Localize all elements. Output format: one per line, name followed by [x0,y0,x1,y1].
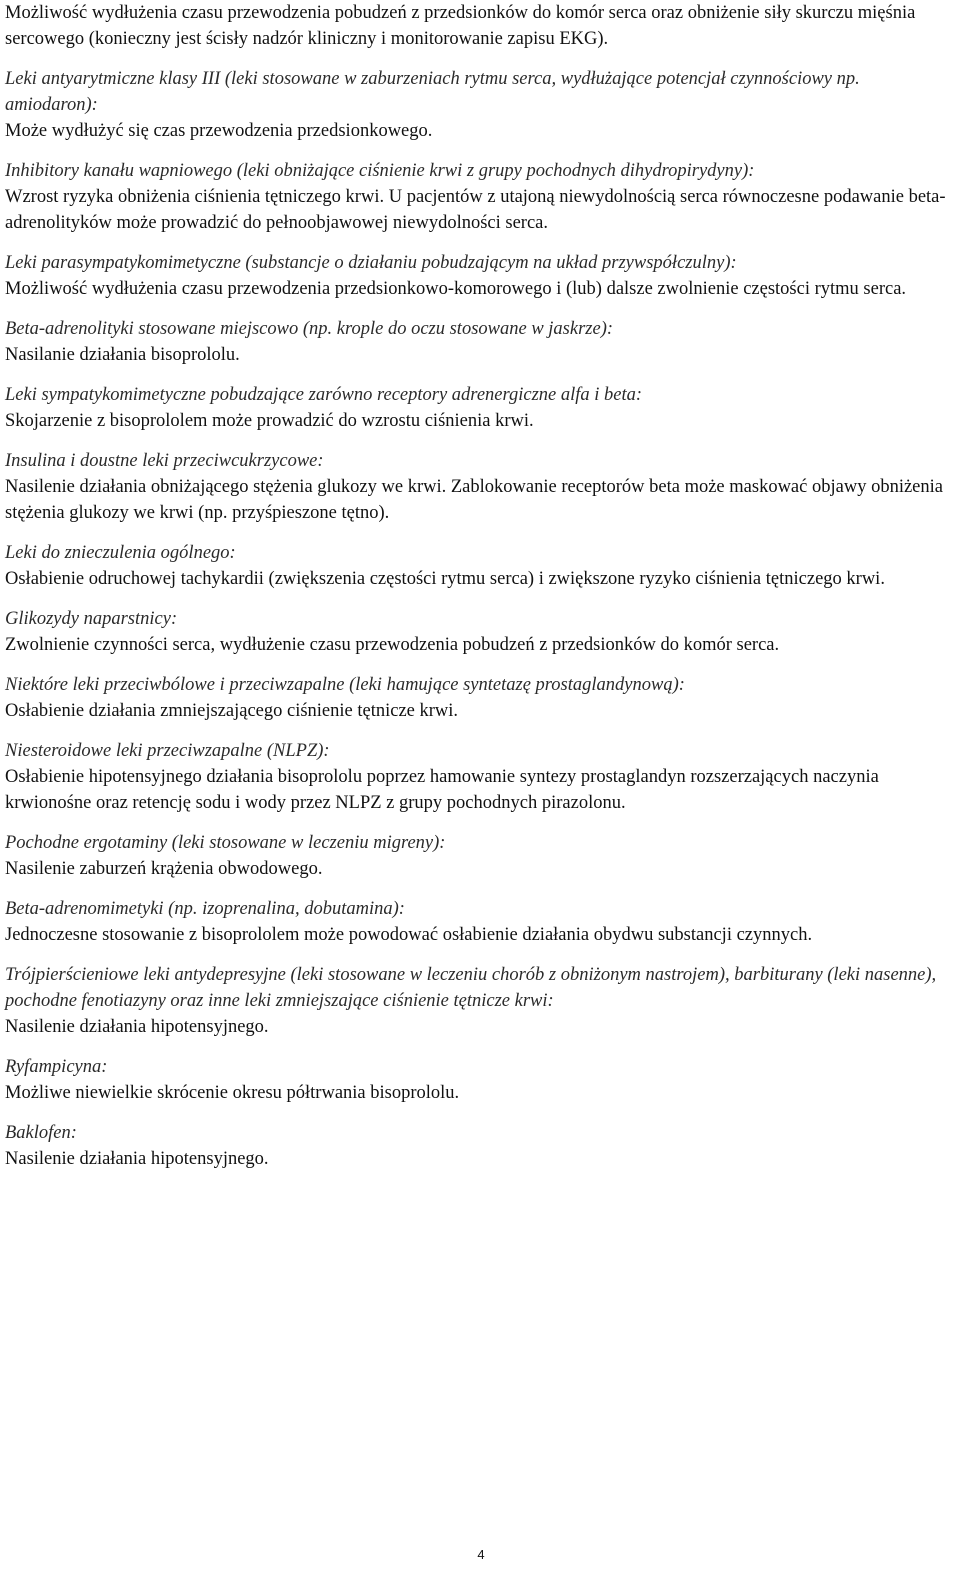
section-beta-adrenomimetics [5,896,955,948]
section-rifampicin [5,1054,955,1106]
section-body: Osłabienie hipotensyjnego działania bisoprololu poprzez hamowanie syntezy prostaglandyn rozszerzających naczynia krwionośne oraz retencję sodu i wody przez NLPZ z grupy pochodnych pirazolonu. [5,767,879,813]
section-sympathomimetics [5,382,955,434]
section-body: Nasilenie działania hipotensyjnego. [5,1017,269,1037]
intro-block [5,0,955,52]
section-heading: Ryfampicyna: [5,1057,108,1077]
section-digitalis-glycosides [5,606,955,658]
section-heading: Trójpierścieniowe leki antydepresyjne (leki stosowane w leczeniu chorób z obniżonym nastrojem), barbiturany (leki nasenne), pochodne fenotiazyny oraz inne leki zmniejszające ciśnienie tętnicze krwi: [5,965,937,1011]
section-heading: Glikozydy naparstnicy: [5,609,178,629]
section-baclofen [5,1120,955,1172]
section-heading: Leki parasympatykomimetyczne (substancje o działaniu pobudzającym na układ przywspółczulny): [5,253,737,273]
section-class-iii-antiarrhythmics [5,66,955,144]
section-body: Nasilenie zaburzeń krążenia obwodowego. [5,859,323,879]
section-ergotamine-derivatives [5,830,955,882]
section-heading: Niektóre leki przeciwbólowe i przeciwzapalne (leki hamujące syntetazę prostaglandynową): [5,675,685,695]
section-heading: Pochodne ergotaminy (leki stosowane w leczeniu migreny): [5,833,446,853]
section-heading: Leki do znieczulenia ogólnego: [5,543,236,563]
section-heading: Baklofen: [5,1123,77,1143]
section-insulin-antidiabetics [5,448,955,526]
section-body: Osłabienie odruchowej tachykardii (zwiększenia częstości rytmu serca) i zwiększone ryzyko ciśnienia tętniczego krwi. [5,569,885,589]
section-body: Skojarzenie z bisoprololem może prowadzić do wzrostu ciśnienia krwi. [5,411,534,431]
intro-body: Możliwość wydłużenia czasu przewodzenia pobudzeń z przedsionków do komór serca oraz obniżenie siły skurczu mięśnia sercowego (konieczny jest ścisły nadzór kliniczny i monitorowanie zapisu EKG). [5,3,916,49]
section-body: Nasilenie działania obniżającego stężenia glukozy we krwi. Zablokowanie receptorów beta może maskować objawy obniżenia stężenia glukozy we krwi (np. przyśpieszone tętno). [5,477,943,523]
section-heading: Leki sympatykomimetyczne pobudzające zarówno receptory adrenergiczne alfa i beta: [5,385,643,405]
section-body: Może wydłużyć się czas przewodzenia przedsionkowego. [5,121,433,141]
section-calcium-channel-inhibitors [5,158,955,236]
section-parasympathomimetics [5,250,955,302]
section-heading: Inhibitory kanału wapniowego (leki obniżające ciśnienie krwi z grupy pochodnych dihydropirydyny): [5,161,755,181]
section-topical-beta-blockers [5,316,955,368]
section-body: Możliwe niewielkie skrócenie okresu półtrwania bisoprololu. [5,1083,460,1103]
section-prostaglandin-synthetase-inhibitors [5,672,955,724]
section-heading: Beta-adrenolityki stosowane miejscowo (np. krople do oczu stosowane w jaskrze): [5,319,614,339]
section-body: Wzrost ryzyka obniżenia ciśnienia tętniczego krwi. U pacjentów z utajoną niewydolnością serca równoczesne podawanie beta-adrenolityków może prowadzić do pełnoobjawowej niewydolności serca. [5,187,946,233]
section-general-anesthesia [5,540,955,592]
section-body: Nasilanie działania bisoprololu. [5,345,240,365]
section-body: Jednoczesne stosowanie z bisoprololem może powodować osłabienie działania obydwu substancji czynnych. [5,925,813,945]
document-page [5,0,955,1186]
section-tricyclic-antidepressants [5,962,955,1040]
section-body: Nasilenie działania hipotensyjnego. [5,1149,269,1169]
section-heading: Insulina i doustne leki przeciwcukrzycowe: [5,451,324,471]
section-heading: Beta-adrenomimetyki (np. izoprenalina, dobutamina): [5,899,405,919]
page-number: 4 [477,1547,485,1562]
section-body: Zwolnienie czynności serca, wydłużenie czasu przewodzenia pobudzeń z przedsionków do komór serca. [5,635,780,655]
section-heading: Leki antyarytmiczne klasy III (leki stosowane w zaburzeniach rytmu serca, wydłużające potencjał czynnościowy np. amiodaron): [5,69,860,115]
section-body: Osłabienie działania zmniejszającego ciśnienie tętnicze krwi. [5,701,459,721]
section-nsaids [5,738,955,816]
section-heading: Niesteroidowe leki przeciwzapalne (NLPZ): [5,741,330,761]
section-body: Możliwość wydłużenia czasu przewodzenia przedsionkowo-komorowego i (lub) dalsze zwolnienie częstości rytmu serca. [5,279,907,299]
